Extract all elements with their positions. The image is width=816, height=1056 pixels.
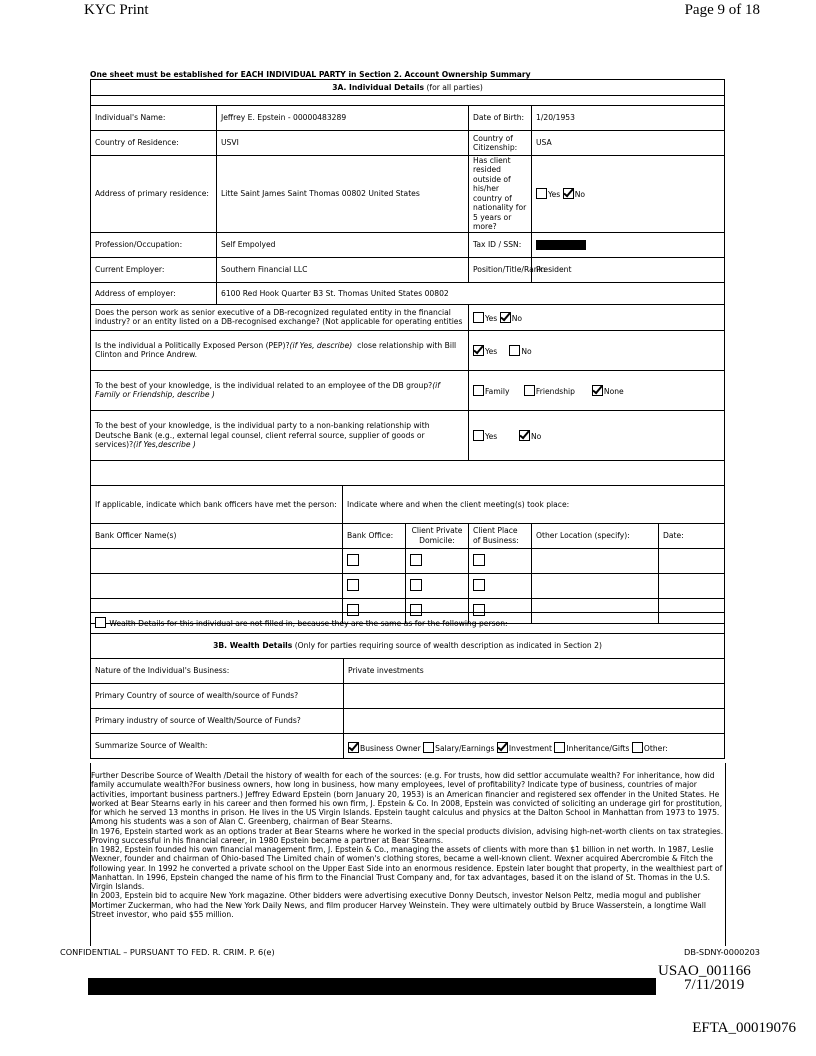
section-3a-title: 3A. Individual Details [332,82,425,92]
nature-value: Private investments [344,659,725,684]
senior-no-checkbox[interactable] [500,312,511,323]
position-label: Position/Title/Rank: [469,257,532,282]
pep-yes-checkbox[interactable] [473,345,484,356]
pep-no-label: No [521,346,532,356]
dob-label: Date of Birth: [469,106,532,131]
date-cell[interactable] [659,573,725,598]
business-cell [469,573,532,598]
section-3a-title-note: (for all parties) [426,82,483,92]
pep-yes-label: Yes [485,346,498,356]
outside-nationality-options [532,156,725,233]
nonbank-question [91,410,469,460]
other-location-cell[interactable] [532,573,659,598]
section-3a-title-cell [91,80,725,96]
db-relation-hint: (if Family or Friendship, describe ) [95,380,440,400]
officer-row [91,573,725,598]
officer-name-cell[interactable] [91,548,343,573]
none-checkbox[interactable] [592,385,603,396]
section-3b-title-note: (Only for parties requiring source of wealth description as indicated in Section 2) [294,641,602,651]
domicile-cell [406,548,469,573]
family-label: Family [485,386,510,396]
dob-value: 1/20/1953 [532,106,725,131]
narrative-paragraph: In 1976, Epstein started work as an options trader at Bear Stearns where he worked in the special products division, advising high-net-worth clients on tax strategies. Proving successful in his financial career, in 1980 Epstein became a partner at Bear Stearns. [91,826,724,845]
nonbank-no-checkbox[interactable] [519,430,530,441]
sheet-instruction: One sheet must be established for EACH INDIVIDUAL PARTY in Section 2. Account Ownership Summary [90,70,531,79]
salary-label: Salary/Earnings [435,744,495,754]
spacer-row [91,96,725,106]
wealth-industry-label: Primary industry of source of Wealth/Source of Funds? [91,709,344,734]
pep-question [91,330,469,370]
friendship-checkbox[interactable] [524,385,535,396]
pep-options [469,330,725,370]
page-number: Page 9 of 18 [684,2,760,18]
investment-checkbox[interactable] [497,742,508,753]
employer-value: Southern Financial LLC [217,257,469,282]
bates-number: DB-SDNY-0000203 [684,947,760,957]
narrative-paragraph: In 1982, Epstein founded his own financial management firm, J. Epstein & Co., managing the assets of clients with more than $1 billion in net worth. In 1987, Leslie Wexner, founder and chairman of Ohio-based The Limited chain of women's clothing stores, became a well-known client. Wexner acquired Abercrombie & Fitch the following year. In 1992 he converted a private school on the Upper East Side into an enormous residence. Epstein later bought that property, in the wealthiest part of Manhattan. In 1996, Epstein changed the name of his firm to the Financial Trust Company and, for tax advantages, based it on the island of St. Thomas in the U.S. Virgin Islands. [91,845,723,891]
address-value: Litte Saint James Saint Thomas 00802 United States [217,156,469,233]
nonbank-yes-label: Yes [485,431,498,441]
profession-label: Profession/Occupation: [91,232,217,257]
officer-row [91,548,725,573]
narrative-paragraph: Further Describe Source of Wealth /Detail the history of wealth for each of the sources: (e.g. For trusts, how did settlor accumulate wealth? For inheritance, how did family accumulate wealth?For business owners, how long in business, how many employees, level of profitability? Indicate type of business, countries of major activities, important business partners.) Jeffrey Edward Epstein (born January 20, 1953) is an American financier and registered sex offender in the United States. He worked at Bear Stearns early in his career and then formed his own firm, J. Epstein & Co. In 2008, Epstein was convicted of soliciting an underage girl for prostitution, for which he served 13 months in prison. He lives in the US Virgin Islands. Epstein taught calculus and physics at the Dalton School in Manhattan from 1973 to 1975. Among his students was a son of Alan C. Greenberg, chairman of Bear Stearns. [91,771,723,827]
wealth-same-row [91,613,725,634]
inheritance-label: Inheritance/Gifts [566,744,630,754]
outside-nationality-label: Has client resided outside of his/her country of nationality for 5 years or more? [469,156,532,233]
address-label: Address of primary residence: [91,156,217,233]
col-client-business: Client Place of Business: [469,523,532,548]
friendship-label: Friendship [535,386,575,396]
pep-question-hint: (if Yes, describe) [289,340,353,350]
usao-stamp: USAO_001166 [658,963,751,979]
senior-executive-question: Does the person work as senior executive of a DB-recognized regulated entity in the financial industry? or an entity listed on a DB-recognised exchange? (Not applicable for operating entities [91,304,469,330]
spacer-row [91,460,725,485]
col-other-location: Other Location (specify): [532,523,659,548]
db-relation-text: To the best of your knowledge, is the individual related to an employee of the DB group? [95,380,433,390]
narrative-paragraph: In 2003, Epstein bid to acquire New York magazine. Other bidders were advertising executive Donny Deutsch, investor Nelson Peltz, media mogul and publisher Mortimer Zuckerman, who had the New York Daily News, and film producer Harvey Weinstein. They were ultimately outbid by Bruce Wasserstein, a longtime Wall Street investor, who paid $55 million. [91,891,706,919]
nonbank-options [469,410,725,460]
none-label: None [603,386,624,396]
bank-office-cell [343,548,406,573]
outside-no-checkbox[interactable] [563,188,574,199]
col-client-domicile: Client Private Domicile: [406,523,469,548]
nonbank-text: To the best of your knowledge, is the individual party to a non-banking relationship with Deutsche Bank (e.g., external legal counsel, client referral source, supplier of goods or services)? [95,421,430,450]
outside-no-label: No [574,190,586,200]
salary-checkbox[interactable] [423,742,434,753]
investment-label: Investment [508,744,552,754]
individual-details-table [90,79,725,624]
position-value: President [532,257,725,282]
wealth-same-text: Wealth Details for this individual are not filled in, because they are the same as for the following person: [109,619,508,629]
domicile-cell [406,573,469,598]
inheritance-checkbox[interactable] [554,742,565,753]
other-checkbox[interactable] [632,742,643,753]
bank-office-cell [343,573,406,598]
wealth-narrative [91,771,725,919]
residence-value: USVI [217,131,469,156]
other-location-cell[interactable] [532,548,659,573]
other-label: Other: [643,744,668,754]
nature-label: Nature of the Individual's Business: [91,659,344,684]
date-cell[interactable] [659,548,725,573]
wealth-country-value[interactable] [344,684,725,709]
wealth-country-label: Primary Country of source of wealth/source of Funds? [91,684,344,709]
name-value: Jeffrey E. Epstein - 00000483289 [217,106,469,131]
db-relation-options [469,370,725,410]
confidential-notice: CONFIDENTIAL – PURSUANT TO FED. R. CRIM. P. 6(e) [60,947,275,957]
section-3b-title-cell [91,634,725,659]
senior-yes-checkbox[interactable] [473,312,484,323]
business-owner-checkbox[interactable] [348,742,359,753]
efta-number: EFTA_00019076 [692,1020,796,1036]
col-bank-officer-names: Bank Officer Name(s) [91,523,343,548]
profession-value: Self Empolyed [217,232,469,257]
business-cell [469,548,532,573]
domicile-checkbox[interactable] [410,579,422,591]
employer-address-value: 6100 Red Hook Quarter B3 St. Thomas United States 00802 [217,282,725,304]
business-checkbox[interactable] [473,579,485,591]
col-date: Date: [659,523,725,548]
pep-answer-text: close relationship with Bill Clinton and Prince Andrew. [95,340,457,360]
family-checkbox[interactable] [473,385,484,396]
print-header-title: KYC Print [84,2,149,18]
employer-label: Current Employer: [91,257,217,282]
citizenship-label: Country of Citizenship: [469,131,532,156]
wealth-details-table [90,612,725,759]
bank-officers-question: If applicable, indicate which bank officers have met the person: [91,485,343,523]
wealth-same-checkbox[interactable] [95,617,106,628]
usao-date: 7/11/2019 [684,977,745,993]
residence-label: Country of Residence: [91,131,217,156]
taxid-label: Tax ID / SSN: [469,232,532,257]
employer-address-label: Address of employer: [91,282,217,304]
meeting-place-question: Indicate where and when the client meeting(s) took place: [343,485,725,523]
citizenship-value: USA [532,131,725,156]
footer-redaction [88,978,656,995]
nonbank-yes-checkbox[interactable] [473,430,484,441]
pep-question-text: Is the individual a Politically Exposed Person (PEP)? [95,340,290,350]
section-3b-title: 3B. Wealth Details [213,641,293,651]
taxid-value [532,232,725,257]
nonbank-hint: (if Yes,describe ) [133,440,196,450]
summarize-label: Summarize Source of Wealth: [91,734,344,759]
name-label: Individual's Name: [91,106,217,131]
nonbank-no-label: No [531,431,542,441]
business-owner-label: Business Owner [360,744,421,754]
officer-name-cell[interactable] [91,573,343,598]
business-checkbox[interactable] [473,554,485,566]
taxid-redaction [536,240,586,250]
domicile-checkbox[interactable] [410,554,422,566]
senior-no-label: No [511,313,523,323]
bank-office-checkbox[interactable] [347,554,359,566]
bank-office-checkbox[interactable] [347,579,359,591]
col-bank-office: Bank Office: [343,523,406,548]
summarize-options [344,734,725,759]
db-relation-question [91,370,469,410]
pep-no-checkbox[interactable] [509,345,520,356]
senior-executive-options [469,304,725,330]
senior-yes-label: Yes [485,313,498,323]
outside-yes-label: Yes [548,190,561,200]
wealth-industry-value[interactable] [344,709,725,734]
outside-yes-checkbox[interactable] [536,188,547,199]
